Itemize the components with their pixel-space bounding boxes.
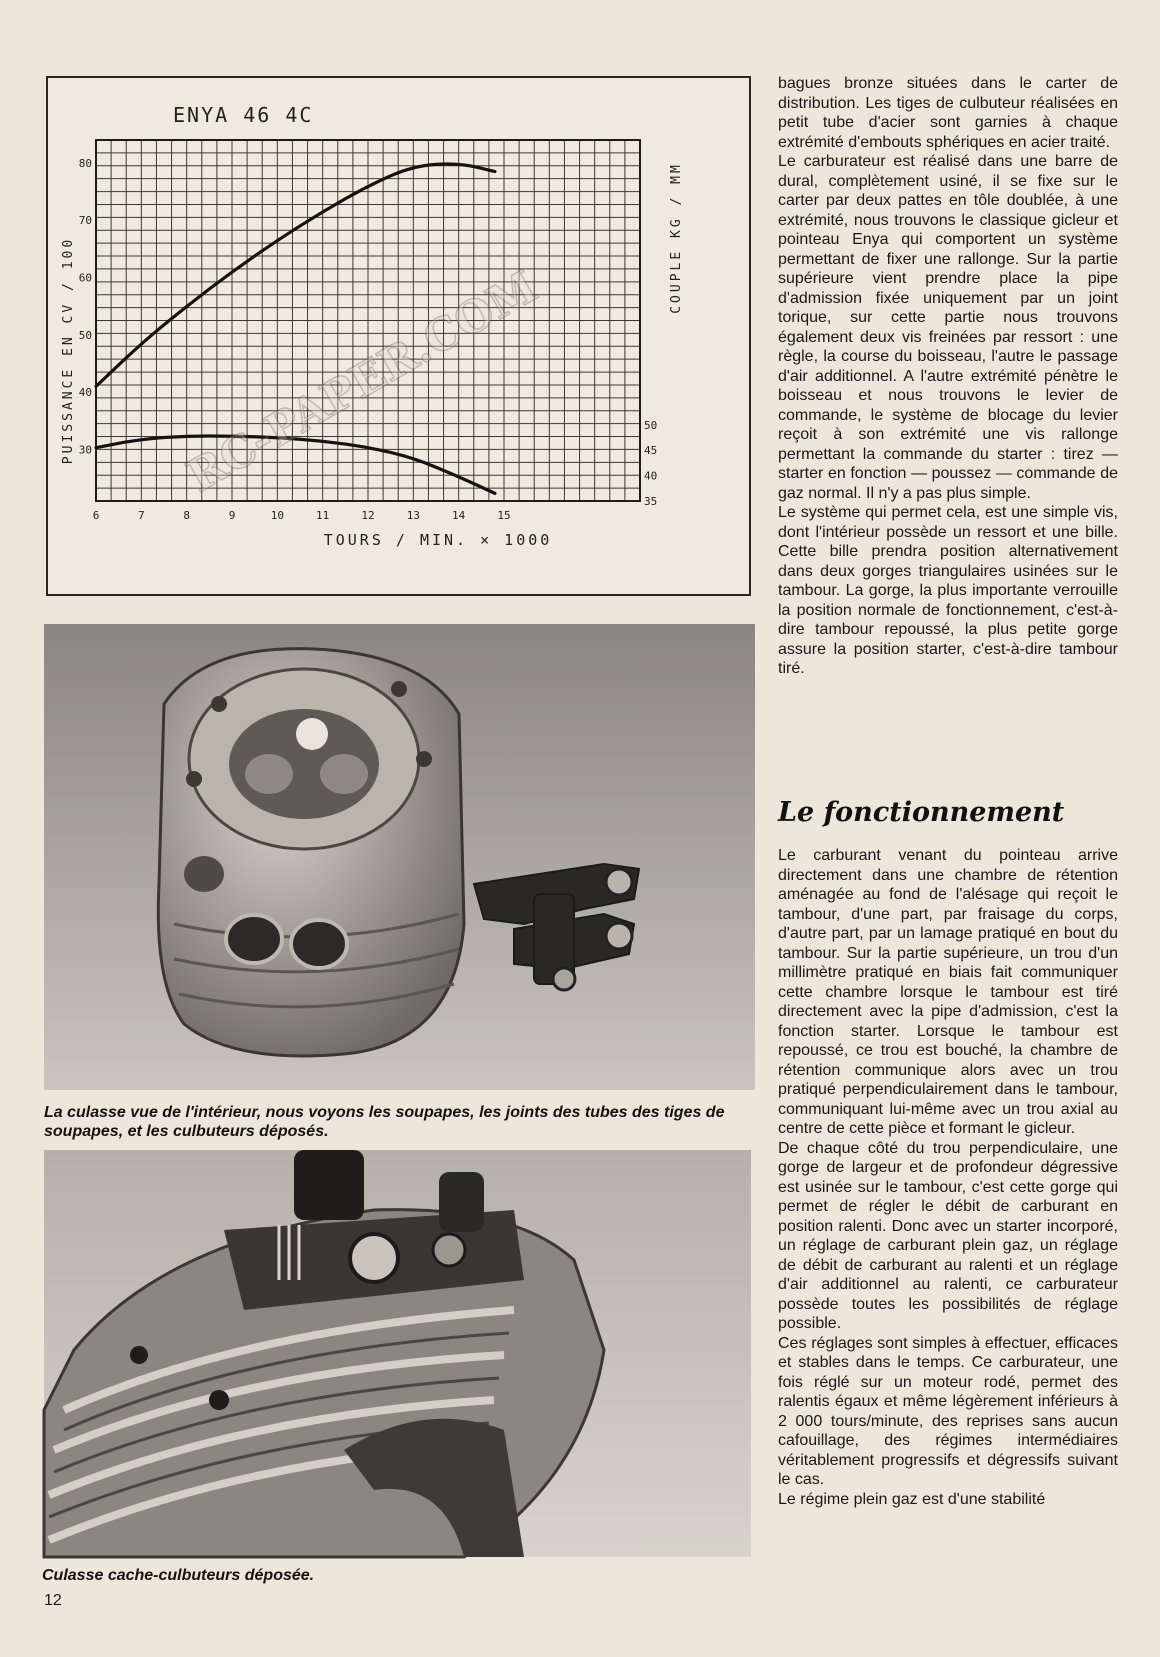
paragraph: Le régime plein gaz est d'une stabilité: [778, 1490, 1046, 1508]
paragraph: Ces réglages sont simples à effectuer, efficaces et stables dans le temps. Ce carburateur, une fois réglé sur un moteur rodé, permet des ralentis égaux et même légèrement inférieurs à 2 000 tours/minute, des reprises sans aucun cafouillage, des régimes intermédiaires véritablement progressifs et dégressifs suivant le cas.: [778, 1334, 1118, 1488]
y2-tick-label: 45: [644, 444, 658, 458]
y-tick-label: 50: [78, 328, 92, 342]
x-tick-label: 15: [497, 509, 511, 522]
paragraph: Le carburateur est réalisé dans une barre de dural, complètement usiné, il se fixe sur le carter par deux pattes en tôle doublée, à une extrémité, nous trouvons le classique gicleur et pointeau Enya qui comportent un système permettant de fixer une rallonge. Sur la partie supérieure vient prendre place la pipe d'admission fixée uniquement par un joint torique, sur cette partie nous trouvons également deux vis freinées par ressort : une règle, la course du boisseau, l'autre le passage d'air additionnel. A l'autre extrémité pénètre le boisseau et nous trouvons le levier de commande, le système de blocage du levier reçoit à son extrémité une vis rallonge permettant la commande du starter : tirez — starter en fonction — poussez — commande de gaz normal. Il n'y a pas plus simple.: [778, 153, 1118, 502]
x-tick-label: 13: [406, 509, 420, 522]
paragraph: bagues bronze situées dans le carter de distribution. Les tiges de culbuteur réalisées en petit tube d'acier sont garnies à chaque extrémité d'embouts sphériques en acier traité.: [778, 75, 1118, 151]
series-line-1: [96, 164, 495, 386]
y2-axis-label: COUPLE KG / MM: [669, 162, 684, 314]
series-line-2: [96, 436, 495, 493]
chart-svg: [48, 78, 749, 594]
y-tick-label: 70: [78, 214, 92, 228]
rocker-cover-photo: [44, 1150, 751, 1557]
y-tick-label: 60: [78, 271, 92, 285]
x-tick-label: 10: [270, 509, 284, 522]
section-heading: Le fonctionnement: [778, 797, 1065, 828]
text-column-top: [778, 74, 1118, 679]
y2-tick-label: 50: [644, 418, 658, 432]
y-axis-label: PUISSANCE EN CV / 100: [61, 236, 76, 465]
paragraph: Le carburant venant du pointeau arrive directement dans une chambre de rétention aménagée au fond de l'alésage qui reçoit le tambour, d'une part, par fraisage du corps, d'autre part, par un lamage pratiqué en bout du tambour. Sur la partie supérieure, un trou d'un millimètre pratiqué en biais fait communiquer cette chambre lorsque le tambour est tiré directement avec la pipe d'admission, c'est la fonction starter. Lorsque le tambour est repoussé, ce trou est bouché, la chambre de rétention communique alors avec un trou pratiqué perpendiculairement dans le tambour, communiquant lui-même avec un trou axial au centre de cette pièce et formant le gicleur.: [778, 847, 1118, 1137]
svg-text:RC-PAPER.COM: RC-PAPER.COM: [178, 261, 547, 503]
x-axis-label: TOURS / MIN. × 1000: [323, 531, 553, 549]
page-number: 12: [44, 1592, 62, 1609]
y-tick-label: 40: [78, 386, 92, 400]
x-tick-label: 9: [228, 509, 236, 522]
y2-tick-label: 40: [644, 469, 658, 483]
performance-chart: [46, 76, 751, 596]
y2-tick-label: 35: [644, 495, 658, 508]
chart-title: ENYA 46 4C: [173, 103, 314, 127]
text-column-bottom: [778, 846, 1118, 1509]
cylinder-head-photo: [44, 624, 755, 1090]
y-tick-label: 30: [78, 443, 92, 457]
photo1-caption: La culasse vue de l'intérieur, nous voyons les soupapes, les joints des tubes des tiges de soupapes, et les culbuteurs déposés.: [44, 1104, 725, 1140]
paragraph: De chaque côté du trou perpendiculaire, une gorge de largeur et de profondeur dégressive est usinée sur le tambour, c'est cette gorge qui permet de régler le débit de carburant en position ralenti. Donc avec un starter incorporé, un réglage de carburant plein gaz, un réglage de débit de carburant au ralenti et un réglage d'air additionnel au ralenti, ce carburateur possède toutes les possibilités de réglage possible.: [778, 1139, 1118, 1332]
x-tick-label: 11: [316, 509, 330, 522]
x-tick-label: 7: [138, 509, 145, 522]
y-tick-label: 80: [78, 156, 92, 170]
paragraph: Le système qui permet cela, est une simple vis, dont l'intérieur possède un ressort et une bille. Cette bille prendra position alternativement dans deux gorges triangulaires usinées sur le tambour. La gorge, la plus importante verrouille la position normale de fonctionnement, c'est-à-dire tambour repoussé, la plus petite gorge assure la position starter, c'est-à-dire tambour tiré.: [778, 504, 1118, 677]
x-tick-label: 6: [92, 509, 100, 522]
x-tick-label: 14: [452, 509, 466, 522]
x-tick-label: 12: [361, 509, 375, 522]
photo2-caption: Culasse cache-culbuteurs déposée.: [42, 1567, 315, 1584]
x-tick-label: 8: [183, 509, 190, 522]
